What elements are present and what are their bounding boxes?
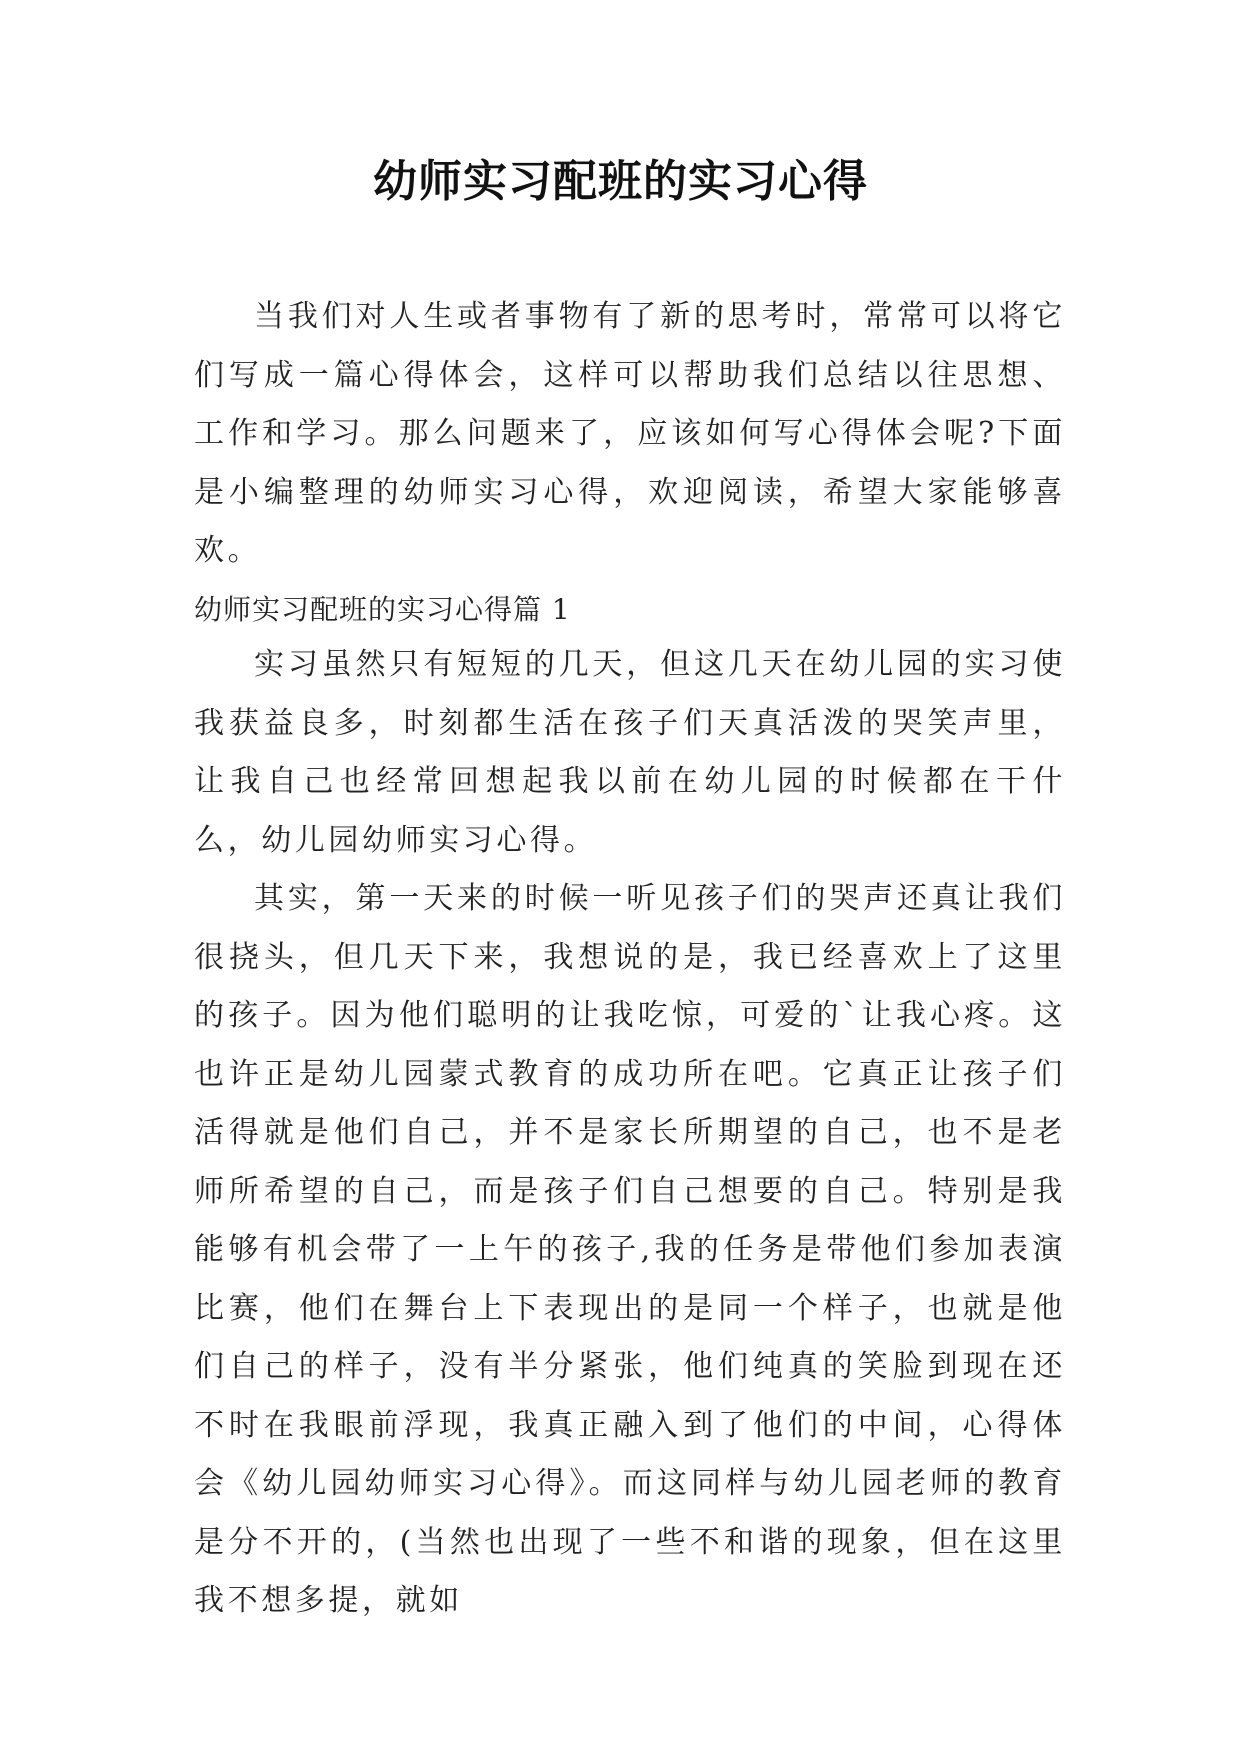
section-heading: 幼师实习配班的实习心得篇 1 [194,593,571,626]
document-title: 幼师实习配班的实习心得 [373,156,868,207]
intro-block [194,288,1066,581]
section-body [194,636,1066,1631]
body-paragraph-2: 其实，第一天来的时候一听见孩子们的哭声还真让我们很挠头，但几天下来，我想说的是，我已经喜欢上了这里的孩子。因为他们聪明的让我吃惊，可爱的`让我心疼。这也许正是幼儿园蒙式教育的成功所在吧。它真正让孩子们活得就是他们自己，并不是家长所期望的自己，也不是老师所希望的自己，而是孩子们自己想要的自己。特别是我能够有机会带了一上午的孩子,我的任务是带他们参加表演比赛，他们在舞台上下表现出的是同一个样子，也就是他们自己的样子，没有半分紧张，他们纯真的笑脸到现在还不时在我眼前浮现，我真正融入到了他们的中间，心得体会《幼儿园幼师实习心得》。而这同样与幼儿园老师的教育是分不开的，(当然也出现了一些不和谐的现象，但在这里我不想多提，就如 [194,881,1066,1618]
intro-paragraph: 当我们对人生或者事物有了新的思考时，常常可以将它们写成一篇心得体会，这样可以帮助我们总结以往思想、工作和学习。那么问题来了，应该如何写心得体会呢?下面是小编整理的幼师实习心得，欢迎阅读，希望大家能够喜欢。 [194,299,1066,568]
body-paragraph-1: 实习虽然只有短短的几天，但这几天在幼儿园的实习使我获益良多，时刻都生活在孩子们天真活泼的哭笑声里，让我自己也经常回想起我以前在幼儿园的时候都在干什么，幼儿园幼师实习心得。 [194,647,1066,858]
